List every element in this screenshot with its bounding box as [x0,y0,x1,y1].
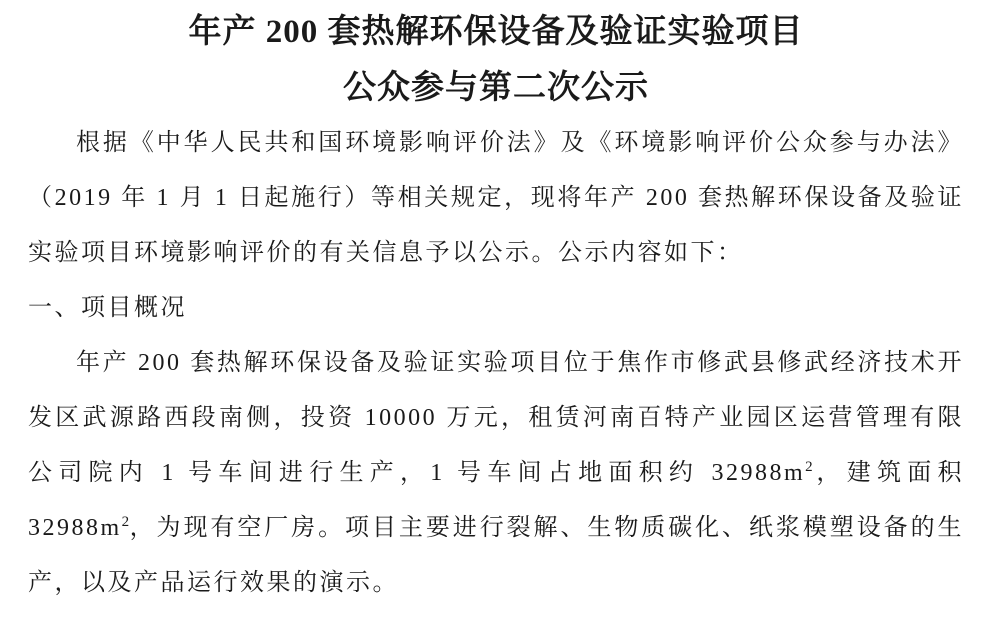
superscript-square-meter-2: 2 [121,514,130,530]
project-overview-text-b: ，建筑面积 32988m [28,460,965,541]
section-heading-project-overview: 一、项目概况 [28,295,187,321]
title-line-1: 年产 200 套热解环保设备及验证实验项目 [188,14,804,50]
superscript-square-meter-1: 2 [805,459,813,475]
project-overview-text-c: ，为现有空厂房。项目主要进行裂解、生物质碳化、纸浆模塑设备的生产，以及产品运行效果的演示。 [28,515,964,596]
project-overview-paragraph [28,336,964,611]
document-title [28,4,964,116]
project-overview-text-a: 年产 200 套热解环保设备及验证实验项目位于焦作市修武县修武经济技术开发区武源路西段南侧，投资 10000 万元，租赁河南百特产业园区运营管理有限公司院内 1 号车间进行生产，1 号车间占地面积约 32988m [28,350,964,486]
title-line-2: 公众参与第二次公示 [343,70,649,106]
intro-paragraph: 根据《中华人民共和国环境影响评价法》及《环境影响评价公众参与办法》（2019 年 1 月 1 日起施行）等相关规定，现将年产 200 套热解环保设备及验证实验项目环境影响评价的有关信息予以公示。公示内容如下： [28,130,964,266]
